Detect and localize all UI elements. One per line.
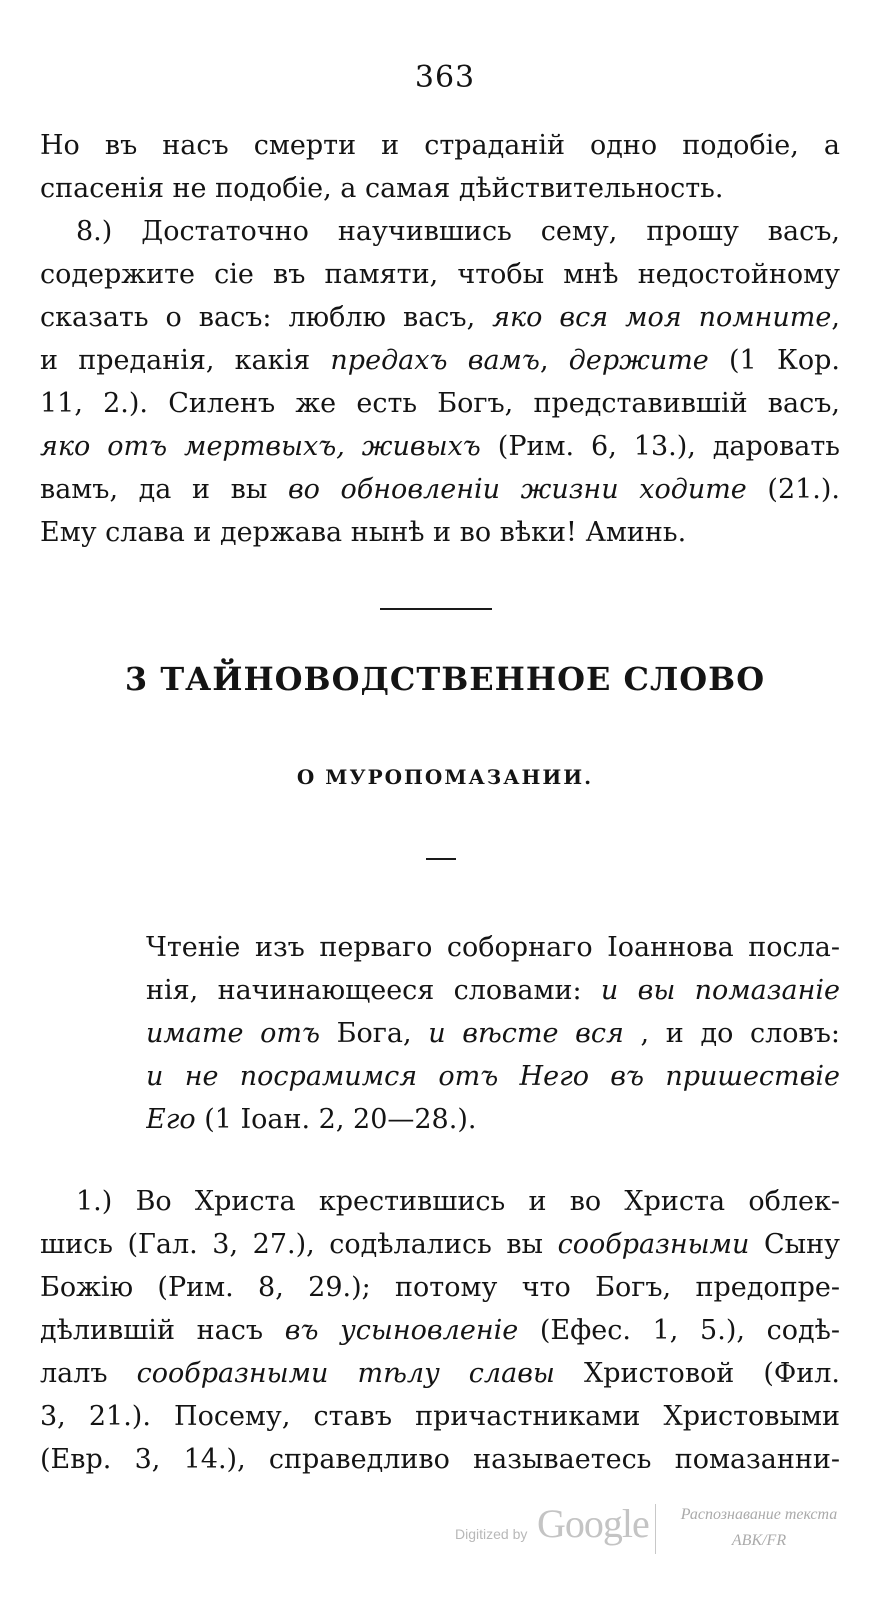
short-divider bbox=[426, 858, 456, 860]
text-line: 1.) Во Христа крестившись и во Христа облек- bbox=[76, 1186, 840, 1217]
quote-italic: яко вся моя помните bbox=[492, 302, 832, 333]
text-line: сказать о васъ: люблю васъ, яко вся моя помните, bbox=[40, 302, 840, 333]
quote-italic: въ усыновленіе bbox=[284, 1315, 519, 1346]
epigraph bbox=[146, 926, 840, 1141]
text-line: (Евр. 3, 14.), справедливо называетесь помазанни- bbox=[40, 1444, 840, 1475]
text-line: спасенія не подобіе, а самая дѣйствительность. bbox=[40, 173, 724, 204]
body-paragraph bbox=[40, 1180, 840, 1481]
quote-italic: сообразными тѣлу славы bbox=[136, 1358, 555, 1389]
text-line: Его (1 Іоан. 2, 20—28.). bbox=[146, 1104, 477, 1135]
digitized-by-label: Digitized by bbox=[455, 1526, 528, 1542]
text-line: нія, начинающееся словами: и вы помазаніе bbox=[146, 975, 840, 1006]
quote-italic: яко отъ мертвыхъ, живыхъ bbox=[40, 431, 481, 462]
text-line: 8.) Достаточно научившись сему, прошу васъ, bbox=[76, 216, 840, 247]
section-divider bbox=[380, 608, 492, 610]
quote-italic: сообразными bbox=[557, 1229, 750, 1260]
text-line: лалъ сообразными тѣлу славы Христовой (Фил. bbox=[40, 1358, 840, 1389]
text-line: Ему слава и держава нынѣ и во вѣки! Аминь. bbox=[40, 517, 687, 548]
text-line: шись (Гал. 3, 27.), содѣлались вы сообразными Сыну bbox=[40, 1229, 840, 1260]
section-subtitle: О МУРОПОМАЗАНИИ. bbox=[296, 765, 594, 789]
text-line: вамъ, да и вы во обновленіи жизни ходите (21.). bbox=[40, 474, 840, 505]
page-number: 363 bbox=[414, 60, 476, 95]
section-title: 3 ТАЙНОВОДСТВЕННОЕ СЛОВО bbox=[124, 660, 766, 698]
text-line: имате отъ Бога, и вѣсте вся , и до словъ: bbox=[146, 1018, 840, 1049]
quote-italic: и не посрамимся отъ Него въ пришествіе bbox=[146, 1061, 840, 1092]
text-line: содержите сіе въ памяти, чтобы мнѣ недостойному bbox=[40, 259, 840, 290]
google-logo: Google bbox=[537, 1501, 649, 1546]
quote-italic: предахъ вамъ bbox=[330, 345, 540, 376]
digitization-watermark bbox=[455, 1500, 875, 1570]
watermark-rule bbox=[655, 1504, 656, 1554]
top-paragraph bbox=[40, 124, 840, 554]
text-line: и преданія, какія предахъ вамъ, держите (1 Кор. bbox=[40, 345, 840, 376]
quote-italic: во обновленіи жизни ходите bbox=[287, 474, 747, 505]
text-line: 3, 21.). Посему, ставъ причастниками Христовыми bbox=[40, 1401, 840, 1432]
text-line: Божію (Рим. 8, 29.); потому что Богъ, предопре- bbox=[40, 1272, 840, 1303]
text-line: дѣлившій насъ въ усыновленіе (Ефес. 1, 5.), содѣ- bbox=[40, 1315, 840, 1346]
ocr-credit-line: Распознавание текста bbox=[680, 1506, 838, 1523]
quote-italic: и вѣсте вся bbox=[428, 1018, 624, 1049]
text-line: Но въ насъ смерти и страданій одно подобіе, а bbox=[40, 130, 840, 161]
quote-italic: Его bbox=[146, 1104, 196, 1135]
text-line: Чтеніе изъ перваго соборнаго Іоаннова посла- bbox=[146, 932, 840, 963]
text-line: яко отъ мертвыхъ, живыхъ (Рим. 6, 13.), даровать bbox=[40, 431, 840, 462]
text-line bbox=[146, 1055, 840, 1098]
ocr-credit bbox=[661, 1502, 857, 1554]
quote-italic: держите bbox=[568, 345, 709, 376]
ocr-credit-line: ABK/FR bbox=[731, 1532, 787, 1549]
quote-italic: и вы помазаніе bbox=[600, 975, 840, 1006]
quote-italic: имате отъ bbox=[146, 1018, 320, 1049]
text-line: 11, 2.). Силенъ же есть Богъ, представившій васъ, bbox=[40, 388, 840, 419]
